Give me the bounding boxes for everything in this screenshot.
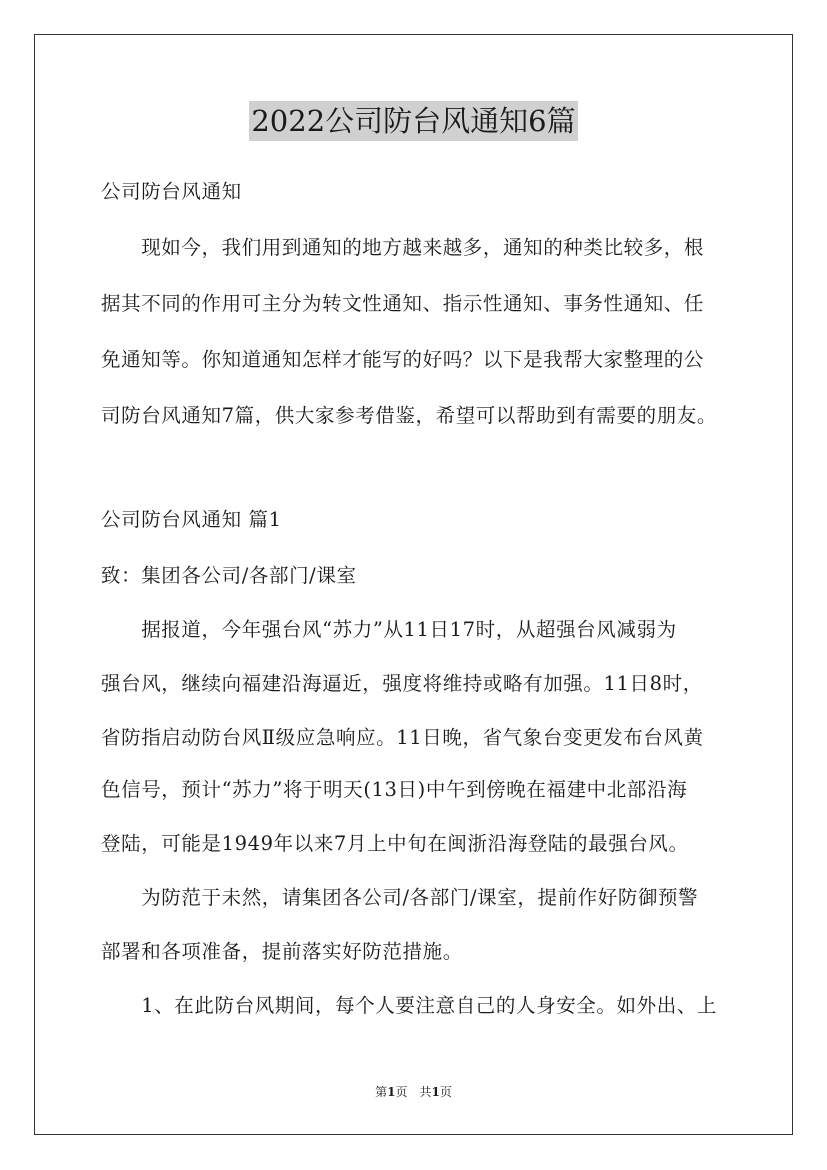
title-wrap <box>0 101 827 141</box>
paragraph-line: 据报道，今年强台风“苏力”从11日17时，从超强台风减弱为 <box>101 618 677 641</box>
footer-page-total: 1 <box>431 1085 440 1099</box>
section-heading: 公司防台风通知 篇1 <box>101 508 282 531</box>
footer-mid: 页 共 <box>395 1085 432 1099</box>
footer-prefix: 第 <box>375 1085 388 1099</box>
footer-suffix: 页 <box>439 1085 452 1099</box>
document-title: 2022公司防台风通知6篇 <box>249 101 577 141</box>
paragraph-line: 1、在此防台风期间，每个人要注意自己的人身安全。如外出、上 <box>101 994 718 1017</box>
paragraph-line: 色信号，预计“苏力”将于明天(13日)中午到傍晚在福建中北部沿海 <box>101 778 688 801</box>
paragraph-line: 据其不同的作用可主分为转文性通知、指示性通知、事务性通知、任 <box>101 292 705 315</box>
page-footer <box>0 1084 827 1100</box>
paragraph-line: 省防指启动防台风Ⅱ级应急响应。11日晚，省气象台变更发布台风黄 <box>101 726 704 749</box>
paragraph-line: 司防台风通知7篇，供大家参考借鉴，希望可以帮助到有需要的朋友。 <box>101 404 718 427</box>
paragraph-line: 强台风，继续向福建沿海逼近，强度将维持或略有加强。11日8时， <box>101 672 703 695</box>
paragraph-line: 登陆，可能是1949年以来7月上中旬在闽浙沿海登陆的最强台风。 <box>101 832 689 855</box>
section-heading: 公司防台风通知 <box>101 180 242 203</box>
footer-page-number: 1 <box>387 1085 396 1099</box>
paragraph-line: 免通知等。你知道通知怎样才能写的好吗？以下是我帮大家整理的公 <box>101 348 705 371</box>
paragraph-line: 致：集团各公司/各部门/课室 <box>101 564 357 587</box>
paragraph-line: 为防范于未然，请集团各公司/各部门/课室，提前作好防御预警 <box>101 886 699 909</box>
paragraph-line: 现如今，我们用到通知的地方越来越多，通知的种类比较多，根 <box>101 236 705 259</box>
paragraph-line: 部署和各项准备，提前落实好防范措施。 <box>101 940 463 963</box>
